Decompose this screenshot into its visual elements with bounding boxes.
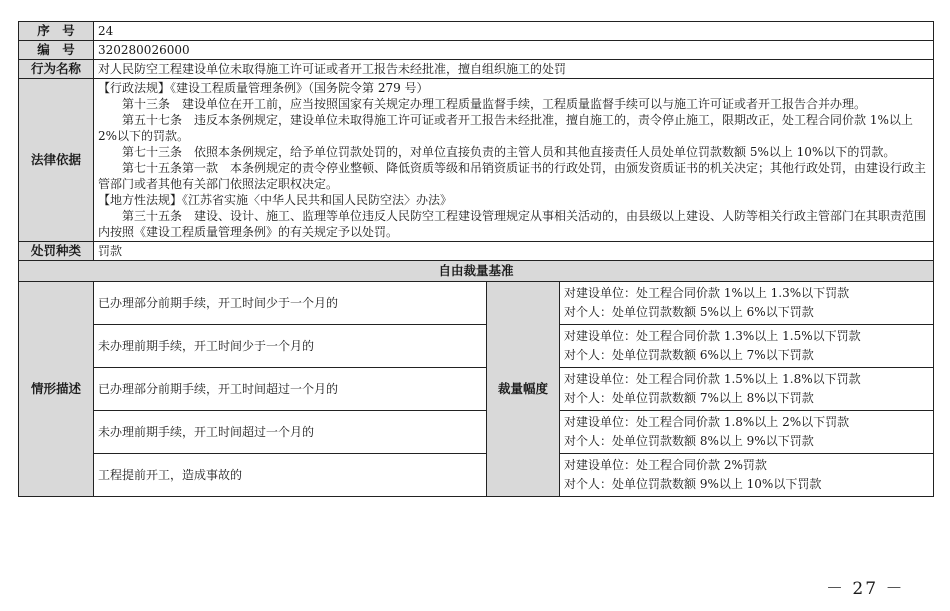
- value-seq: 24: [94, 22, 934, 41]
- label-situation: 情形描述: [19, 282, 94, 497]
- situation-cell: 未办理前期手续，开工时间超过一个月的: [94, 411, 487, 454]
- legal-basis-cell: [94, 79, 934, 242]
- value-name: 对人民防空工程建设单位未取得施工许可证或者开工报告未经批准，擅自组织施工的处罚: [94, 60, 934, 79]
- range-person-line: 对个人：处单位罚款数额 9%以上 10%以下罚款: [564, 477, 822, 491]
- range-cell: [560, 368, 934, 411]
- page-number: － 27 －: [826, 579, 905, 599]
- range-unit-line: 对建设单位：处工程合同价款 1.8%以上 2%以下罚款: [564, 415, 850, 429]
- range-unit-line: 对建设单位：处工程合同价款 2%罚款: [564, 458, 767, 472]
- range-cell: [560, 325, 934, 368]
- situation-cell: 工程提前开工，造成事故的: [94, 454, 487, 497]
- discretion-title: 自由裁量基准: [19, 261, 934, 282]
- label-legal: 法律依据: [19, 79, 94, 242]
- range-person-line: 对个人：处单位罚款数额 7%以上 8%以下罚款: [564, 391, 814, 405]
- label-name: 行为名称: [19, 60, 94, 79]
- legal-para: 【地方性法规】《江苏省实施〈中华人民共和国人民防空法〉办法》: [98, 193, 453, 207]
- legal-para: 【行政法规】《建设工程质量管理条例》（国务院令第 279 号）: [98, 81, 429, 95]
- label-seq: 序 号: [19, 22, 94, 41]
- row-legal: [19, 79, 934, 242]
- row-seq: [19, 22, 934, 41]
- situation-cell: 未办理前期手续，开工时间少于一个月的: [94, 325, 487, 368]
- label-code: 编 号: [19, 41, 94, 60]
- range-person-line: 对个人：处单位罚款数额 6%以上 7%以下罚款: [564, 348, 814, 362]
- legal-para: 第三十五条 建设、设计、施工、监理等单位违反人民防空工程建设管理规定从事相关活动的，由县级以上建设、人防等相关行政主管部门在其职责范围内按照《建设工程质量管理条例》的有关规定予以处罚。: [98, 209, 927, 239]
- value-punish-type: 罚款: [94, 242, 934, 261]
- legal-para: 第五十七条 违反本条例规定，建设单位未取得施工许可证或者开工报告未经批准，擅自施工的，责令停止施工，限期改正，处工程合同价款 1%以上 2%以下的罚款。: [98, 113, 913, 143]
- range-unit-line: 对建设单位：处工程合同价款 1%以上 1.3%以下罚款: [564, 286, 850, 300]
- value-code: 320280026000: [94, 41, 934, 60]
- discretion-row: [19, 325, 934, 368]
- penalty-table: [18, 21, 934, 497]
- discretion-row: [19, 411, 934, 454]
- label-punish-type: 处罚种类: [19, 242, 94, 261]
- row-punish-type: [19, 242, 934, 261]
- range-cell: [560, 282, 934, 325]
- range-cell: [560, 454, 934, 497]
- range-unit-line: 对建设单位：处工程合同价款 1.5%以上 1.8%以下罚款: [564, 372, 861, 386]
- legal-para: 第七十五条第一款 本条例规定的责令停业整顿、降低资质等级和吊销资质证书的行政处罚，由颁发资质证书的机关决定；其他行政处罚，由建设行政主管部门或者其他有关部门依照法定职权决定。: [98, 161, 927, 191]
- discretion-row: [19, 368, 934, 411]
- range-person-line: 对个人：处单位罚款数额 5%以上 6%以下罚款: [564, 305, 814, 319]
- legal-para: 第七十三条 依照本条例规定，给予单位罚款处罚的，对单位直接负责的主管人员和其他直接责任人员处单位罚款数额 5%以上 10%以下的罚款。: [122, 145, 896, 159]
- discretion-row: [19, 282, 934, 325]
- label-range: 裁量幅度: [487, 282, 560, 497]
- discretion-row: [19, 454, 934, 497]
- row-discretion-title: [19, 261, 934, 282]
- situation-cell: 已办理部分前期手续，开工时间少于一个月的: [94, 282, 487, 325]
- range-person-line: 对个人：处单位罚款数额 8%以上 9%以下罚款: [564, 434, 814, 448]
- range-unit-line: 对建设单位：处工程合同价款 1.3%以上 1.5%以下罚款: [564, 329, 861, 343]
- row-name: [19, 60, 934, 79]
- legal-para: 第十三条 建设单位在开工前，应当按照国家有关规定办理工程质量监督手续，工程质量监督手续可以与施工许可证或者开工报告合并办理。: [122, 97, 867, 111]
- situation-cell: 已办理部分前期手续，开工时间超过一个月的: [94, 368, 487, 411]
- row-code: [19, 41, 934, 60]
- range-cell: [560, 411, 934, 454]
